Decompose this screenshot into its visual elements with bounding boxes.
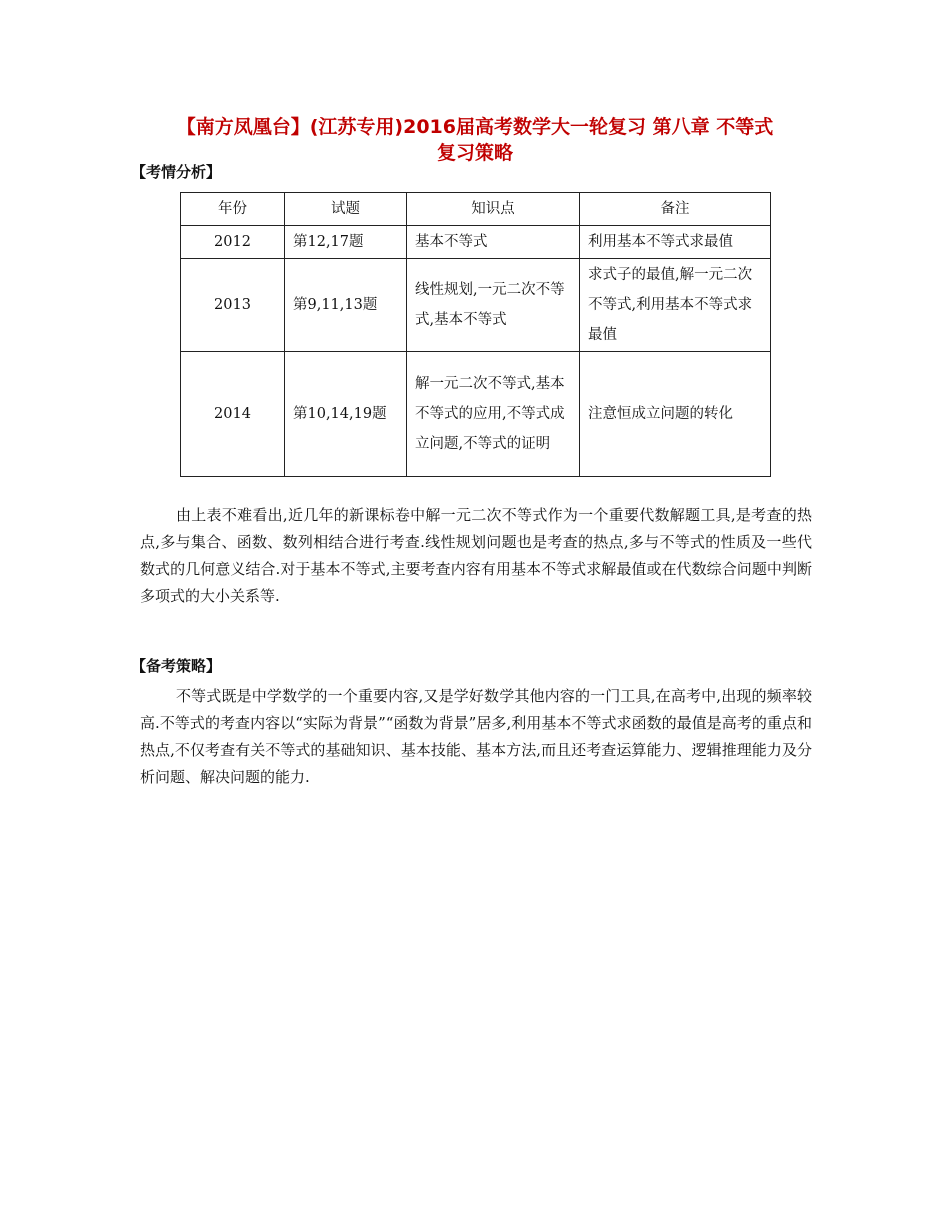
cell-questions: 第10,14,19题 <box>285 352 407 477</box>
table-row <box>181 259 771 352</box>
header-year: 年份 <box>181 193 285 226</box>
cell-notes: 求式子的最值,解一元二次不等式,利用基本不等式求最值 <box>580 259 771 352</box>
cell-year: 2013 <box>181 259 285 352</box>
title-line-1: 【南方凤凰台】(江苏专用)2016届高考数学大一轮复习 第八章 不等式 <box>176 116 774 138</box>
cell-notes: 注意恒成立问题的转化 <box>580 352 771 477</box>
table-row <box>181 226 771 259</box>
header-notes: 备注 <box>580 193 771 226</box>
cell-year: 2014 <box>181 352 285 477</box>
analysis-heading: 【考情分析】 <box>131 163 222 181</box>
cell-year: 2012 <box>181 226 285 259</box>
cell-knowledge: 解一元二次不等式,基本不等式的应用,不等式成立问题,不等式的证明 <box>407 352 580 477</box>
strategy-paragraph: 不等式既是中学数学的一个重要内容,又是学好数学其他内容的一门工具,在高考中,出现的频率较高.不等式的考查内容以“实际为背景”“函数为背景”居多,利用基本不等式求函数的最值是高考的重点和热点,不仅考查有关不等式的基础知识、基本技能、基本方法,而且还考查运算能力、逻辑推理能力及分析问题、解决问题的能力. <box>140 687 812 786</box>
exam-analysis-table <box>180 192 771 477</box>
table-row <box>181 352 771 477</box>
header-knowledge: 知识点 <box>407 193 580 226</box>
cell-questions: 第12,17题 <box>285 226 407 259</box>
cell-knowledge: 基本不等式 <box>407 226 580 259</box>
table-header-row <box>181 193 771 226</box>
analysis-paragraph: 由上表不难看出,近几年的新课标卷中解一元二次不等式作为一个重要代数解题工具,是考查的热点,多与集合、函数、数列相结合进行考查.线性规划问题也是考查的热点,多与不等式的性质及一些代数式的几何意义结合.对于基本不等式,主要考查内容有用基本不等式求解最值或在代数综合问题中判断多项式的大小关系等. <box>140 506 812 605</box>
cell-questions: 第9,11,13题 <box>285 259 407 352</box>
document-title <box>100 114 850 166</box>
title-line-2: 复习策略 <box>436 142 513 164</box>
strategy-heading: 【备考策略】 <box>131 657 222 675</box>
cell-notes: 利用基本不等式求最值 <box>580 226 771 259</box>
header-questions: 试题 <box>285 193 407 226</box>
cell-knowledge: 线性规划,一元二次不等式,基本不等式 <box>407 259 580 352</box>
